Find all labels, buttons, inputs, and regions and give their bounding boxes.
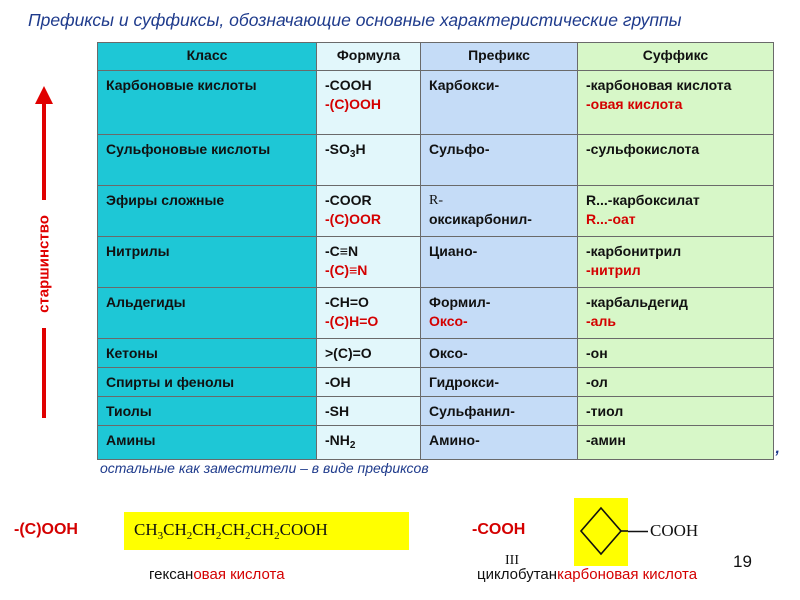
formula-subscript: 2	[186, 530, 193, 542]
table-row	[98, 397, 774, 426]
formula-group: CH	[163, 520, 187, 539]
suffix-alt: -нитрил	[586, 262, 641, 278]
formula-cell: >(C)=O	[317, 339, 421, 368]
formula-main: -COOH	[325, 77, 372, 93]
table-row	[98, 368, 774, 397]
prefix-cell: Гидрокси-	[421, 368, 578, 397]
suffix-alt: -аль	[586, 313, 616, 329]
table-header-row	[98, 43, 774, 71]
prefix-cell: Карбокси-	[421, 71, 578, 135]
prefix-alt: Оксо-	[429, 313, 468, 329]
table-row	[98, 339, 774, 368]
suffix-main: -карбонитрил	[586, 243, 682, 259]
groups-table	[97, 42, 774, 460]
formula-group: CH	[250, 520, 275, 539]
left-example-name	[149, 566, 285, 583]
formula-subscript: 2	[245, 530, 251, 542]
header-class: Класс	[98, 43, 317, 71]
note-comma: ,	[775, 440, 780, 457]
formula-cell	[317, 288, 421, 339]
formula-subscript: 3	[349, 149, 356, 160]
right-example-name	[477, 566, 697, 583]
prefix-cell: Сульфо-	[421, 135, 578, 186]
formula-cell	[317, 135, 421, 186]
class-cell: Кетоны	[98, 339, 317, 368]
page-number: 19	[733, 552, 752, 571]
formula-subscript: 3	[157, 530, 164, 542]
prefix-r: R-	[429, 193, 443, 208]
formula-cell: -OH	[317, 368, 421, 397]
table-row	[98, 237, 774, 288]
bond-line	[628, 530, 650, 534]
roman-numeral: III	[505, 553, 519, 568]
class-cell: Эфиры сложные	[98, 186, 317, 237]
suffix-main: R...-карбоксилат	[586, 192, 700, 208]
header-suffix: Суффикс	[578, 43, 774, 71]
suffix-main: -карбоновая кислота	[586, 77, 732, 93]
suffix-cell: -он	[578, 339, 774, 368]
class-cell: Карбоновые кислоты	[98, 71, 317, 135]
right-example-label: -COOH	[472, 521, 526, 538]
prefix-cell	[421, 186, 578, 237]
suffix-cell: -амин	[578, 426, 774, 460]
arrow-shaft-bottom	[42, 328, 46, 418]
slide-title: Префиксы и суффиксы, обозначающие основные характеристические группы	[28, 10, 682, 30]
class-cell: Тиолы	[98, 397, 317, 426]
formula-main: -C≡N	[325, 243, 359, 259]
formula-alt: -(C)H=O	[325, 313, 379, 329]
prefix-cell: Сульфанил-	[421, 397, 578, 426]
formula-main: -CH=O	[325, 294, 369, 310]
formula-cell: -SH	[317, 397, 421, 426]
suffix-cell: -сульфокислота	[578, 135, 774, 186]
formula-alt: -(C)≡N	[325, 262, 368, 278]
seniority-label: старшинство	[35, 215, 53, 313]
formula-group: CH	[192, 520, 216, 539]
formula-cell	[317, 186, 421, 237]
prefix-line2: оксикарбонил-	[429, 211, 532, 227]
table-row	[98, 288, 774, 339]
formula-part: H	[355, 141, 366, 157]
table-row	[98, 71, 774, 135]
suffix-cell: -тиол	[578, 397, 774, 426]
left-example-label: -(C)OOH	[14, 521, 78, 538]
class-cell: Нитрилы	[98, 237, 317, 288]
name-stem: гексан	[149, 566, 194, 583]
class-cell: Альдегиды	[98, 288, 317, 339]
formula-cell	[317, 71, 421, 135]
class-cell: Спирты и фенолы	[98, 368, 317, 397]
formula-subscript: 2	[274, 530, 280, 542]
class-cell: Сульфоновые кислоты	[98, 135, 317, 186]
suffix-cell	[578, 288, 774, 339]
arrow-shaft-top	[42, 102, 46, 200]
prefix-cell: Циано-	[421, 237, 578, 288]
suffix-cell	[578, 237, 774, 288]
table-row	[98, 186, 774, 237]
formula-part: -SO	[325, 141, 350, 157]
suffix-cell	[578, 186, 774, 237]
formula-cell	[317, 237, 421, 288]
suffix-alt: R...-оат	[586, 211, 636, 227]
hexanoic-formula	[124, 512, 409, 550]
header-formula: Формула	[317, 43, 421, 71]
formula-subscript: 2	[349, 440, 356, 451]
cyclobutane-ring-icon	[574, 498, 628, 566]
cooh-group: COOH	[650, 521, 699, 540]
formula-alt: -(C)OOR	[325, 211, 381, 227]
formula-group: COOH	[279, 520, 328, 539]
name-stem: циклобутан	[477, 566, 558, 583]
name-suffix: овая кислота	[193, 566, 285, 583]
prefix-cell: Амино-	[421, 426, 578, 460]
suffix-cell: -ол	[578, 368, 774, 397]
table-row	[98, 135, 774, 186]
seniority-arrow	[28, 86, 62, 418]
formula-alt: -(C)OOH	[325, 96, 381, 112]
suffix-alt: -овая кислота	[586, 96, 683, 112]
name-suffix: карбоновая кислота	[557, 566, 698, 583]
table-row	[98, 426, 774, 460]
formula-main: -COOR	[325, 192, 372, 208]
suffix-cell	[578, 71, 774, 135]
formula-group: CH	[134, 520, 158, 539]
prefix-cell: Оксо-	[421, 339, 578, 368]
prefix-main: Формил-	[429, 294, 491, 310]
prefix-cell	[421, 288, 578, 339]
formula-cell	[317, 426, 421, 460]
note-line: остальные как заместители – в виде префиксов	[100, 460, 429, 476]
formula-part: -NH	[325, 432, 350, 448]
suffix-main: -карбальдегид	[586, 294, 688, 310]
header-prefix: Префикс	[421, 43, 578, 71]
formula-group: CH	[221, 520, 245, 539]
class-cell: Амины	[98, 426, 317, 460]
formula-subscript: 2	[215, 530, 222, 542]
